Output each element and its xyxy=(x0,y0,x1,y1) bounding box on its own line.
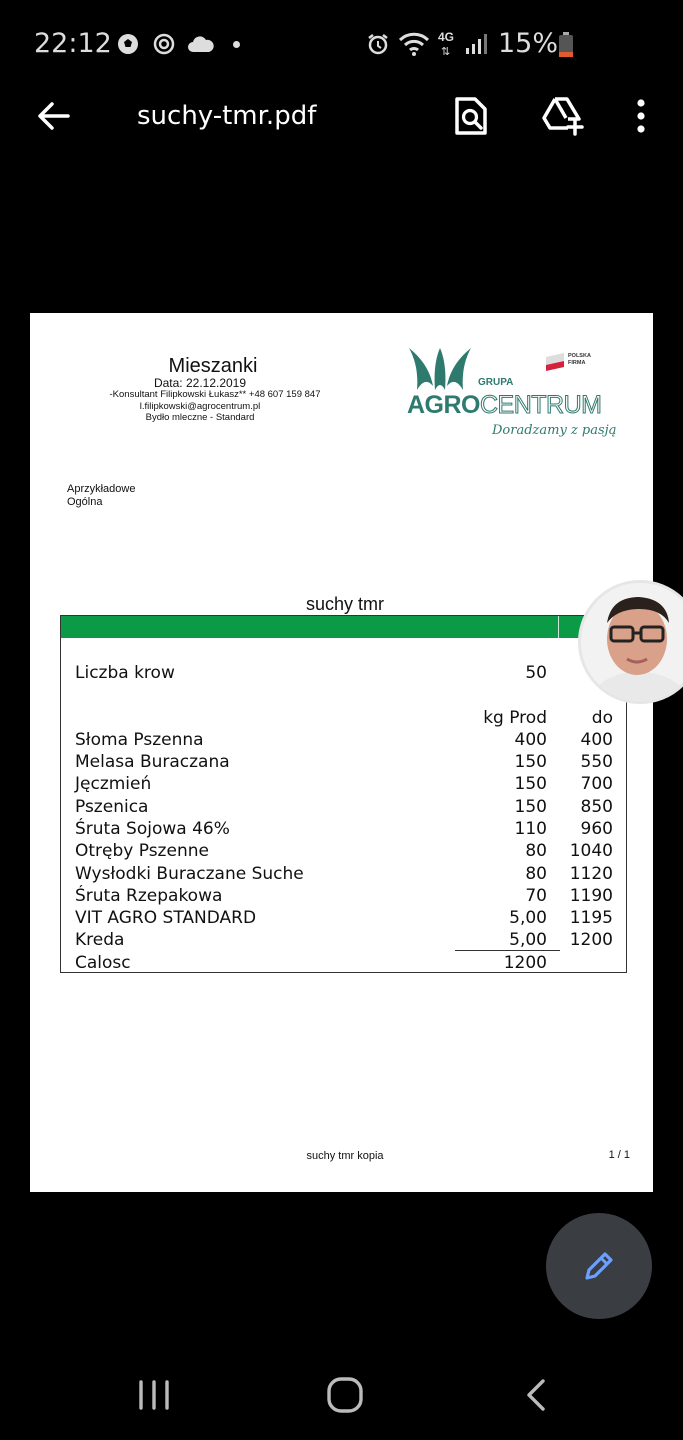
home-icon[interactable] xyxy=(326,1376,364,1414)
row-name: Jęczmień xyxy=(75,774,152,794)
row-do: 1200 xyxy=(569,930,613,950)
document-title: suchy-tmr.pdf xyxy=(137,101,317,131)
doc-consultant: -Konsultant Filipkowski Łukasz** +48 607 159 847 xyxy=(109,389,321,400)
doc-type: Bydło mleczne - Standard xyxy=(145,412,255,423)
row-do: 550 xyxy=(580,752,613,772)
back-icon[interactable] xyxy=(523,1378,549,1412)
page-footer-name: suchy tmr kopia xyxy=(306,1150,384,1162)
battery-icon xyxy=(558,32,574,58)
row-do: 1120 xyxy=(569,864,613,884)
farm-group: Ogólna xyxy=(67,496,103,508)
row-name: Wysłodki Buraczane Suche xyxy=(75,864,304,884)
sync-icon xyxy=(152,32,176,56)
row-name: Śruta Sojowa 46% xyxy=(75,819,230,839)
doc-title: Mieszanki xyxy=(168,355,258,377)
network-4g-icon: 4G xyxy=(438,30,455,44)
row-do: 400 xyxy=(580,730,613,750)
doc-date: Data: 22.12.2019 xyxy=(153,376,247,390)
row-do: 1040 xyxy=(569,841,613,861)
alarm-icon xyxy=(366,32,390,56)
pencil-icon xyxy=(581,1248,617,1284)
pdf-page[interactable] xyxy=(30,313,653,1192)
column-header-kg: kg Prod xyxy=(483,708,547,728)
dot-icon xyxy=(233,41,240,48)
battery-percent: 15% xyxy=(498,28,559,59)
polish-flag-icon xyxy=(544,353,566,371)
row-kg: 150 xyxy=(514,774,547,794)
cow-count-value: 50 xyxy=(525,663,547,683)
cow-count-label: Liczba krow xyxy=(75,663,175,683)
row-name: Otręby Pszenne xyxy=(75,841,209,861)
row-do: 850 xyxy=(580,797,613,817)
row-kg: 70 xyxy=(525,886,547,906)
row-name: VIT AGRO STANDARD xyxy=(75,908,257,928)
row-do: 700 xyxy=(580,774,613,794)
row-kg: 400 xyxy=(514,730,547,750)
total-underline xyxy=(455,950,560,951)
row-kg: 110 xyxy=(514,819,547,839)
table-title: suchy tmr xyxy=(305,594,384,614)
data-arrows-icon: ⇅ xyxy=(441,46,451,58)
row-do: 1195 xyxy=(569,908,613,928)
logo-tagline: Doradzamy z pasją xyxy=(492,423,617,438)
row-kg: 5,00 xyxy=(509,908,547,928)
row-kg: 150 xyxy=(514,797,547,817)
row-kg: 150 xyxy=(514,752,547,772)
row-kg: 80 xyxy=(525,864,547,884)
signal-icon xyxy=(464,32,488,56)
edit-fab-button[interactable] xyxy=(546,1213,652,1319)
agrocentrum-leaf-logo xyxy=(407,346,473,392)
row-kg: 80 xyxy=(525,841,547,861)
doc-email: l.filipkowski@agrocentrum.pl xyxy=(139,401,261,412)
avatar-face-icon xyxy=(581,583,683,701)
search-document-icon[interactable] xyxy=(453,96,489,136)
cloud-icon xyxy=(187,34,215,54)
row-do: 960 xyxy=(580,819,613,839)
row-name: Słoma Pszenna xyxy=(75,730,204,750)
row-name: Melasa Buraczana xyxy=(75,752,230,772)
row-do: 1190 xyxy=(569,886,613,906)
add-to-drive-icon[interactable] xyxy=(541,96,585,136)
row-name: Kreda xyxy=(75,930,125,950)
status-time: 22:12 xyxy=(34,28,112,59)
recent-apps-icon[interactable] xyxy=(137,1378,171,1412)
farm-name: Aprzykładowe xyxy=(67,483,136,495)
more-vert-icon[interactable] xyxy=(634,99,648,133)
total-value: 1200 xyxy=(503,953,547,973)
row-kg: 5,00 xyxy=(509,930,547,950)
logo-grupa: GRUPA xyxy=(478,377,514,388)
page-number: 1 / 1 xyxy=(608,1149,630,1161)
polska-firma-badge: POLSKA FIRMA xyxy=(568,353,591,366)
soccer-icon xyxy=(116,32,140,56)
table-header-bar xyxy=(61,616,626,638)
column-header-do: do xyxy=(591,708,613,728)
row-name: Pszenica xyxy=(75,797,149,817)
logo-wordmark: AGROCENTRUM xyxy=(407,391,602,419)
total-label: Calosc xyxy=(75,953,131,973)
wifi-icon xyxy=(398,31,430,57)
header-divider xyxy=(558,616,559,638)
back-arrow-icon[interactable] xyxy=(36,100,70,132)
row-name: Śruta Rzepakowa xyxy=(75,886,223,906)
